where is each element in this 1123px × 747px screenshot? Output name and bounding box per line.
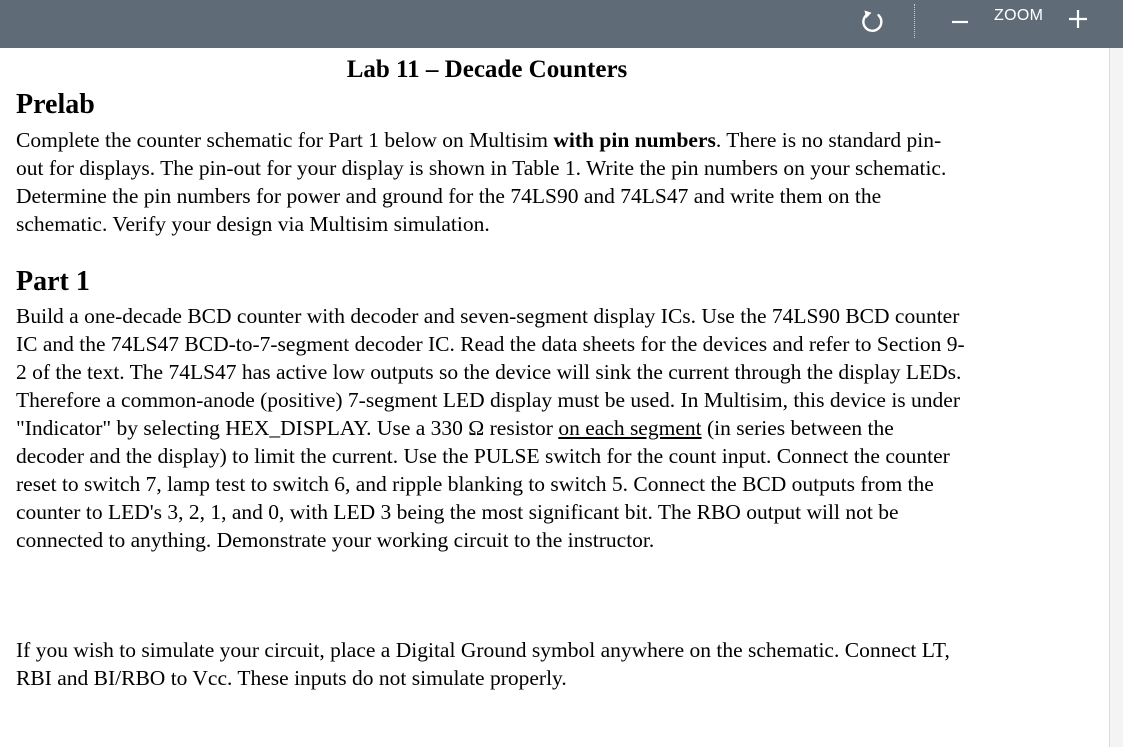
prelab-text-2: . There is no standard pin-out for displays. The pin-out for your display is shown in Table 1. Write the pin numbers on your schematic. Determine the pin numbers for power and ground for the 74LS90 and 74LS47 and write them on the schematic. Verify your design via Multisim simulation. [16, 128, 947, 236]
viewer-toolbar [0, 0, 1123, 48]
prelab-text-1: Complete the counter schematic for Part 1 below on Multisim [16, 128, 554, 152]
plus-icon [1064, 5, 1092, 33]
prelab-paragraph [16, 126, 966, 238]
part1-text-2: (in series between the decoder and the display) to limit the current. Use the PULSE switch for the count input. Connect the counter reset to switch 7, lamp test to switch 6, and ripple blanking to switch 5. Connect the BCD outputs from the counter to LED's 3, 2, 1, and 0, with LED 3 being the most significant bit. The RBO output will not be connected to anything. Demonstrate your working circuit to the instructor. [16, 416, 950, 552]
part1-heading: Part 1 [16, 266, 90, 297]
prelab-bold-text: with pin numbers [553, 128, 716, 152]
rotate-icon [856, 6, 888, 38]
simulation-note-paragraph: If you wish to simulate your circuit, place a Digital Ground symbol anywhere on the schematic. Connect LT, RBI and BI/RBO to Vcc. These inputs do not simulate properly. [16, 638, 950, 690]
part1-text-1: Build a one-decade BCD counter with decoder and seven-segment display ICs. Use the 74LS90 BCD counter IC and the 74LS47 BCD-to-7-segment decoder IC. Read the data sheets for the devices and refer to Section 9-2 of the text. The 74LS47 has active low outputs so the device will sink the current through the display LEDs. Therefore a common-anode (positive) 7-segment LED display must be used. In Multisim, this device is under "Indicator" by selecting HEX_DISPLAY. Use a 330 Ω resistor [16, 304, 965, 440]
zoom-label: ZOOM [994, 7, 1044, 24]
part1-paragraph [16, 302, 966, 554]
rotate-button[interactable] [856, 6, 888, 38]
zoom-in-button[interactable] [1064, 5, 1092, 33]
minus-icon [946, 8, 974, 34]
vertical-scrollbar[interactable] [1109, 48, 1123, 747]
document-page [0, 48, 1108, 747]
part1-underlined-text: on each segment [558, 416, 702, 440]
zoom-out-button[interactable] [946, 8, 974, 34]
prelab-heading: Prelab [16, 89, 95, 120]
document-title: Lab 11 – Decade Counters [346, 56, 628, 83]
toolbar-divider [914, 4, 915, 38]
